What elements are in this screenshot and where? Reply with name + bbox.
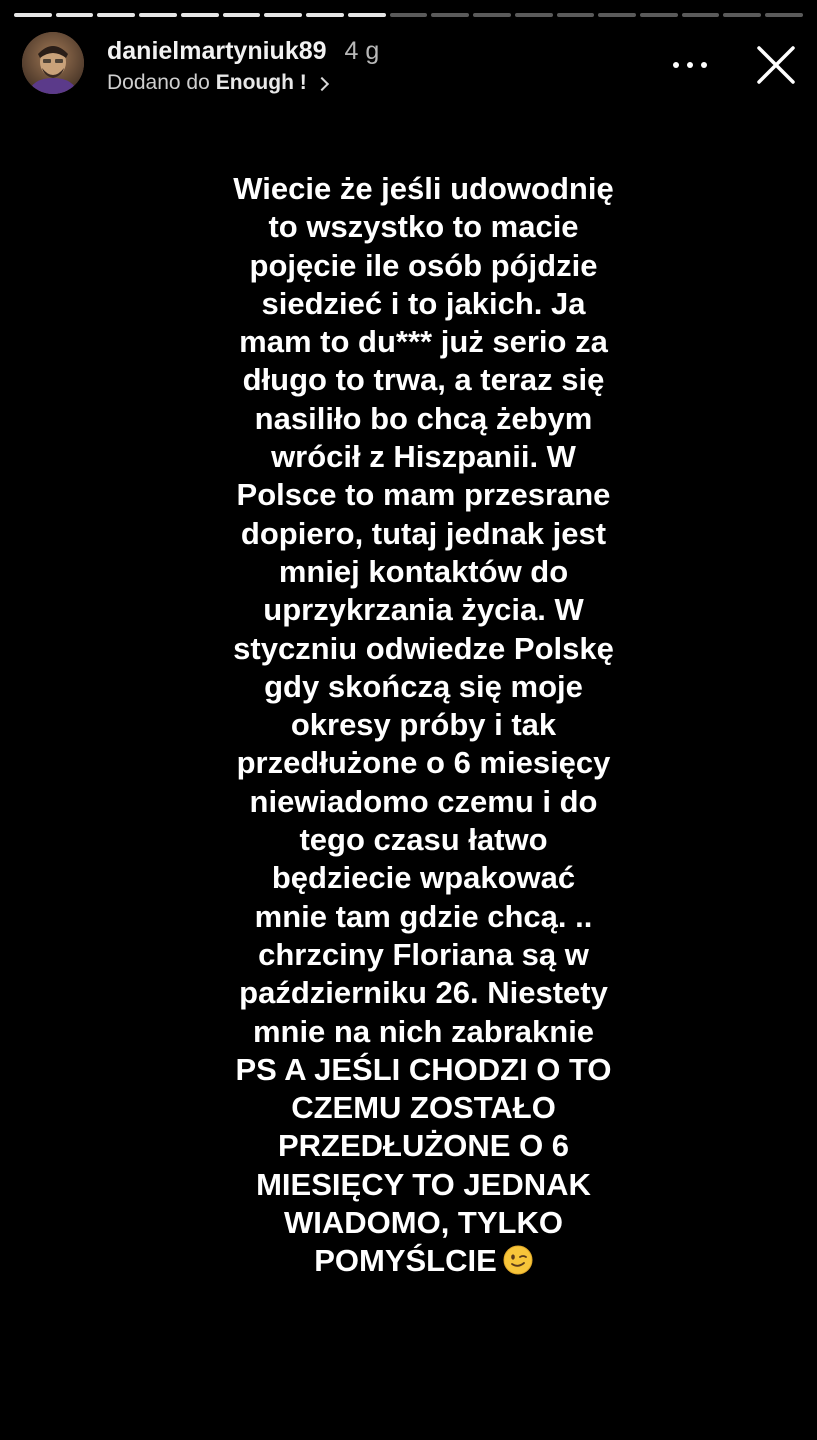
progress-segment — [473, 13, 511, 17]
progress-segment — [97, 13, 135, 17]
story-text-line: mam to du*** już serio za — [239, 324, 608, 360]
story-text-line: mniej kontaktów do — [278, 553, 569, 589]
added-to-collection-link[interactable] — [107, 70, 379, 96]
story-text-line: POMYŚLCIE — [150, 1242, 697, 1280]
progress-segment — [640, 13, 678, 17]
story-text-line: mnie tam gdzie chcą. .. — [254, 898, 593, 934]
story-text-line: PS A JEŚLI CHODZI O TO — [235, 1051, 612, 1087]
progress-segment — [598, 13, 636, 17]
added-to-label: Dodano do — [107, 71, 210, 94]
progress-segment — [181, 13, 219, 17]
story-text-line: przedłużone o 6 miesięcy — [236, 745, 611, 781]
story-text-line: WIADOMO, TYLKO — [284, 1205, 563, 1241]
progress-segment — [723, 13, 761, 17]
story-text-line: niewiadomo czemu i do — [249, 783, 598, 819]
progress-segment — [765, 13, 803, 17]
progress-segment — [348, 13, 386, 17]
story-header — [22, 32, 797, 96]
progress-segment — [431, 13, 469, 17]
story-text-line: okresy próby i tak — [290, 707, 557, 743]
avatar-image — [22, 32, 84, 94]
collection-name: Enough ! — [215, 71, 307, 94]
story-text — [150, 170, 697, 1281]
story-text-line: będziecie wpakować — [271, 860, 576, 896]
story-text-line: nasiliło bo chcą żebym — [254, 400, 593, 436]
story-text-line: styczniu odwiedze Polskę — [233, 630, 614, 666]
story-text-line: MIESIĘCY TO JEDNAK — [256, 1166, 591, 1202]
winking-face-emoji — [503, 1245, 533, 1275]
time-ago: 4 g — [344, 37, 380, 65]
story-text-line: gdy skończą się moje — [264, 668, 583, 704]
chevron-right-icon — [315, 77, 329, 91]
story-text-line: Wiecie że jeśli udowodnię — [233, 171, 614, 206]
story-text-line: pojęcie ile osób pójdzie — [249, 247, 598, 283]
story-progress-bar — [14, 13, 803, 17]
story-text-line: dopiero, tutaj jednak jest — [240, 515, 607, 551]
story-text-line: PRZEDŁUŻONE O 6 — [277, 1128, 570, 1164]
story-text-line: Polsce to mam przesrane — [236, 477, 611, 513]
progress-segment — [390, 13, 428, 17]
story-text-line: chrzciny Floriana są w — [258, 936, 589, 972]
story-text-line: siedzieć i to jakich. Ja — [261, 285, 586, 321]
story-text-line: październiku 26. Niestety — [239, 975, 608, 1011]
username[interactable]: danielmartyniuk89 — [107, 37, 327, 65]
more-options-icon[interactable] — [673, 54, 707, 76]
story-text-line: CZEMU ZOSTAŁO — [291, 1090, 556, 1126]
story-text-line: wrócił z Hiszpanii. W — [271, 439, 576, 475]
story-text-line: długo to trwa, a teraz się — [242, 362, 605, 398]
progress-segment — [139, 13, 177, 17]
progress-segment — [14, 13, 52, 17]
progress-segment — [557, 13, 595, 17]
progress-segment — [682, 13, 720, 17]
progress-segment — [306, 13, 344, 17]
story-text-line: uprzykrzania życia. W — [263, 592, 584, 628]
progress-segment — [56, 13, 94, 17]
story-text-line: to wszystko to macie — [268, 209, 579, 245]
progress-segment — [264, 13, 302, 17]
progress-segment — [223, 13, 261, 17]
story-text-line: tego czasu łatwo — [299, 822, 548, 858]
story-text-line: mnie na nich zabraknie — [252, 1013, 595, 1049]
progress-segment — [515, 13, 553, 17]
close-icon[interactable] — [755, 44, 797, 86]
avatar[interactable] — [22, 32, 84, 94]
